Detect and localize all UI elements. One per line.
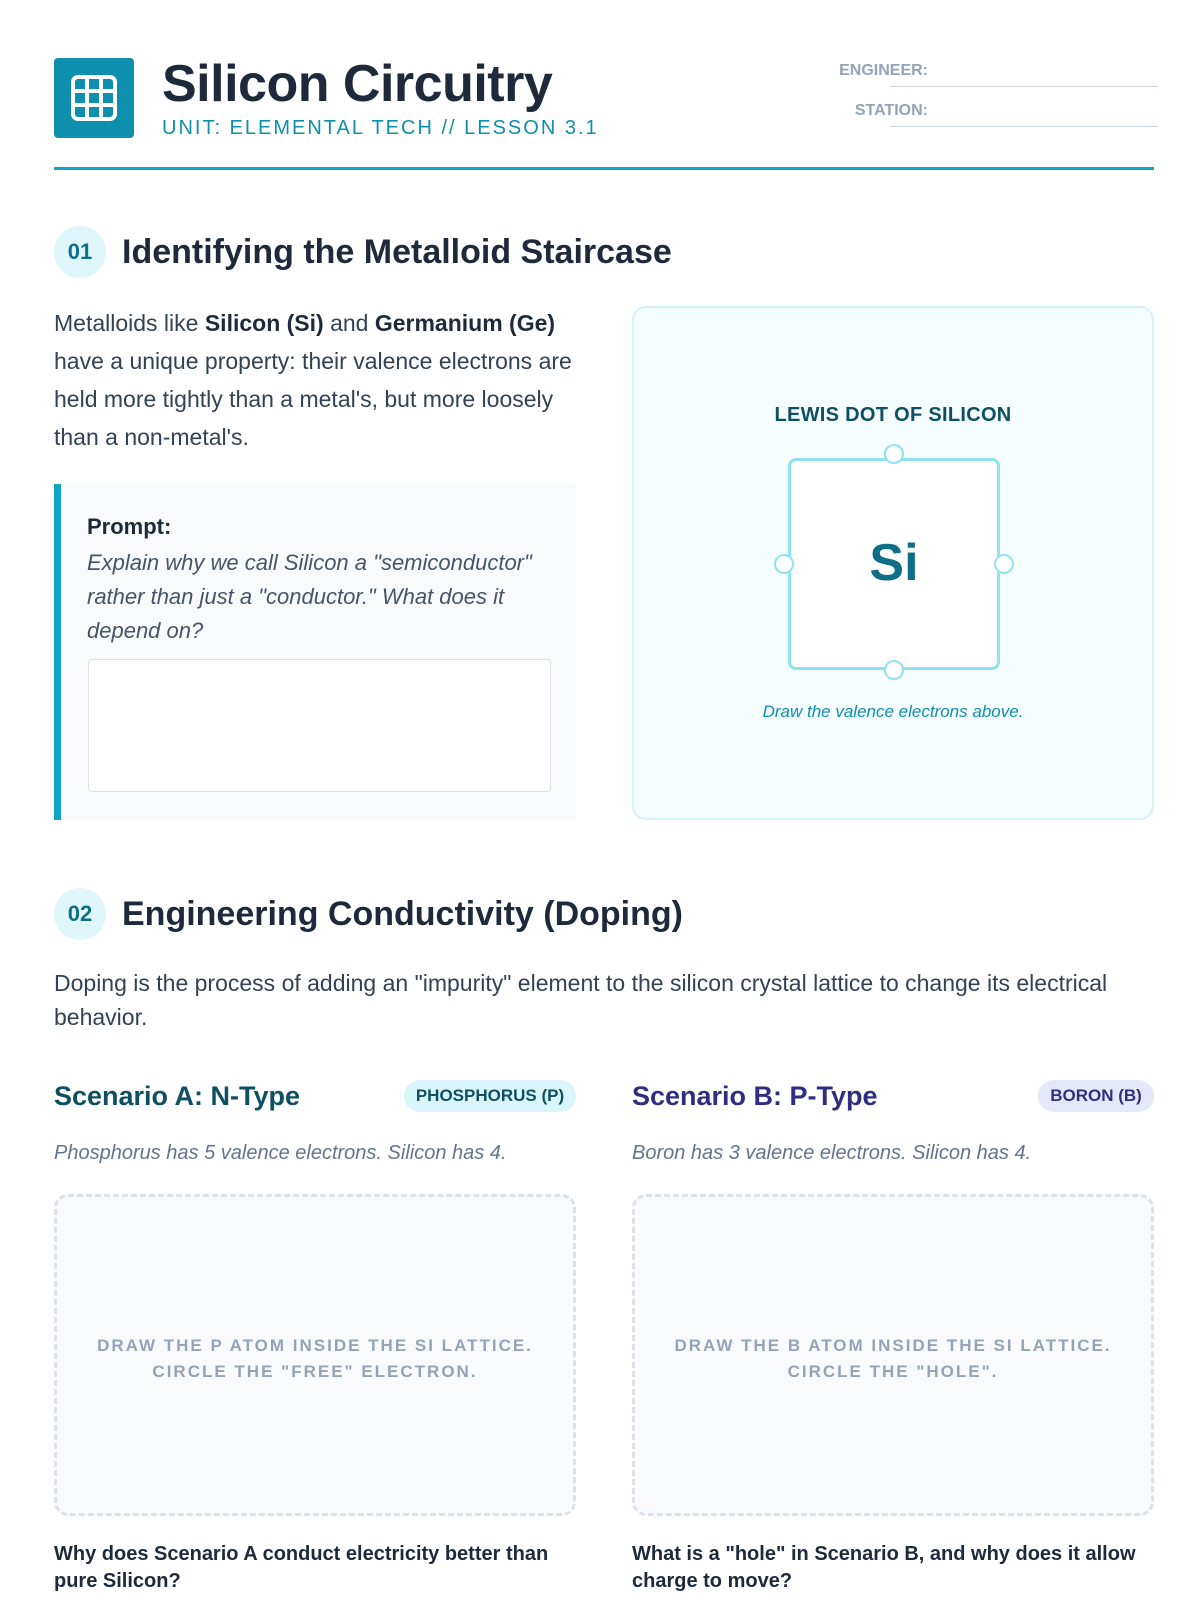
scenario-a-question: Why does Scenario A conduct electricity better than pure Silicon? [54,1543,549,1592]
page-title: Silicon Circuitry [162,55,553,113]
element-symbol: Si [869,534,919,592]
section-title: Identifying the Metalloid Staircase [122,233,672,271]
prompt-label: Prompt: [87,514,172,539]
intro-text: have a unique property: their valence electrons are held more tightly than a metal's, but more loosely than a non-metal's. [54,348,572,450]
lewis-dot-card [632,306,1154,820]
scenario-a-badge: PHOSPHORUS (P) [404,1080,576,1112]
scenario-a-drawing-area[interactable] [54,1194,576,1516]
scenario-a-title: Scenario A: N-Type [54,1081,301,1111]
instruction-line: CIRCLE THE "FREE" ELECTRON. [152,1362,478,1381]
instruction-line: DRAW THE B ATOM INSIDE THE SI LATTICE. [674,1336,1112,1355]
scenario-b-badge: BORON (B) [1038,1080,1154,1112]
scenario-a-instructions [57,1333,573,1385]
prompt-text: Explain why we call Silicon a "semiconductor" rather than just a "conductor." What does it depend on? [87,550,532,643]
lewis-element-box [788,458,1000,670]
intro-bold-silicon: Silicon (Si) [204,310,324,336]
grid-chip-icon [54,58,134,138]
lesson-subtitle: UNIT: ELEMENTAL TECH // LESSON 3.1 [162,117,599,139]
section-number: 02 [54,888,106,940]
lewis-title: LEWIS DOT OF SILICON [774,404,1012,426]
section-intro: Doping is the process of adding an "impurity" element to the silicon crystal lattice to change its electrical behavior. [54,970,1108,1030]
scenario-a-note: Phosphorus has 5 valence electrons. Silicon has 4. [54,1142,507,1164]
station-field[interactable] [890,126,1158,127]
engineer-label: ENGINEER: [839,62,928,79]
instruction-line: DRAW THE P ATOM INSIDE THE SI LATTICE. [97,1336,533,1355]
scenario-b-note: Boron has 3 valence electrons. Silicon has 4. [632,1142,1032,1164]
scenario-b-instructions [635,1333,1151,1385]
scenario-b-title: Scenario B: P-Type [632,1081,878,1111]
prompt-box [54,484,576,820]
electron-dot-bottom[interactable] [884,660,904,680]
instruction-line: CIRCLE THE "HOLE". [787,1362,999,1381]
scenario-b-question: What is a "hole" in Scenario B, and why does it allow charge to move? [632,1543,1136,1592]
prompt-answer-field[interactable] [88,659,551,792]
worksheet-header [54,56,1154,170]
electron-dot-top[interactable] [884,444,904,464]
section-number: 01 [54,226,106,278]
section-intro [54,304,574,456]
intro-bold-germanium: Germanium (Ge) [374,310,556,336]
section-title: Engineering Conductivity (Doping) [122,895,683,933]
intro-text: Metalloids like [54,310,205,336]
station-label: STATION: [854,102,928,119]
engineer-field[interactable] [890,86,1158,87]
electron-dot-right[interactable] [994,554,1014,574]
electron-dot-left[interactable] [774,554,794,574]
intro-text: and [323,310,375,336]
lewis-caption: Draw the valence electrons above. [762,702,1024,721]
scenario-b-drawing-area[interactable] [632,1194,1154,1516]
